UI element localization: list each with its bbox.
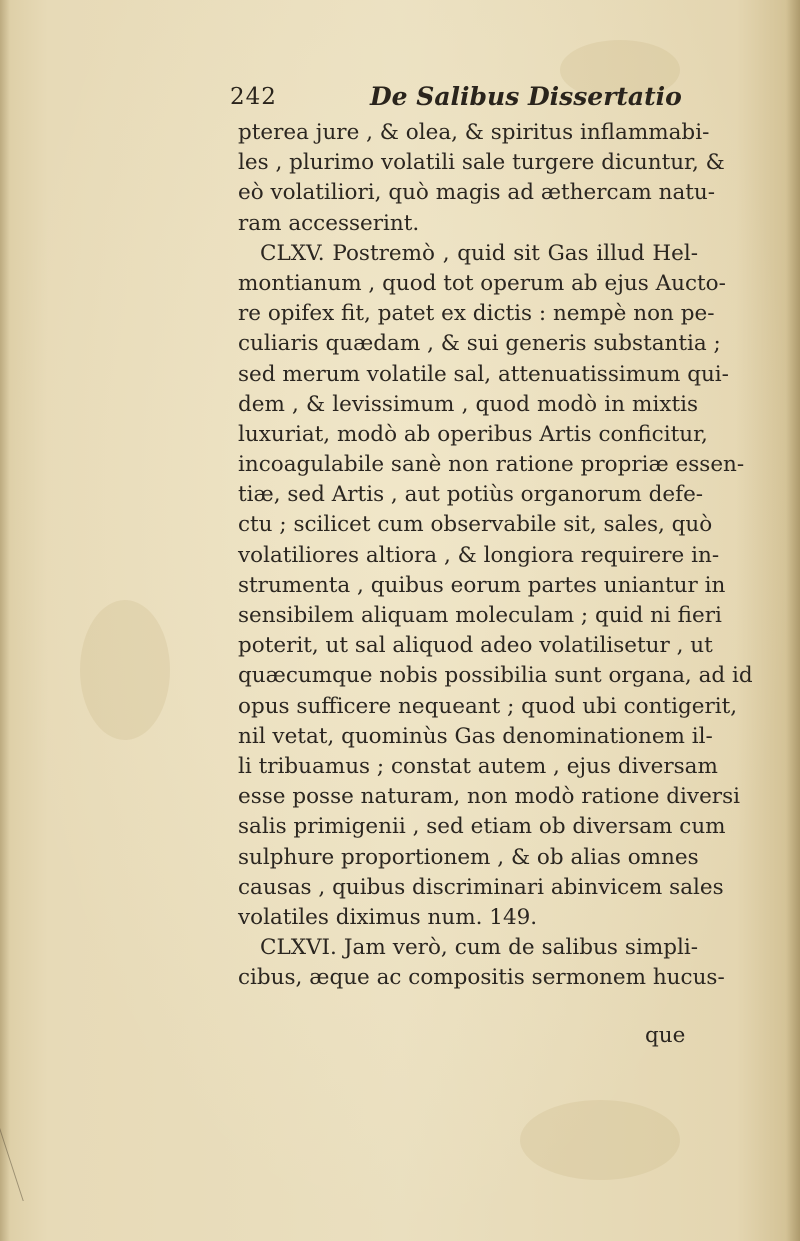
paper-stain [80,600,170,740]
text-line: salis primigenii , sed etiam ob diversam cum [238,814,726,840]
paragraph-start-line: CLXV. Postremò , quid sit Gas illud Hel- [260,240,698,266]
body-text [238,118,753,993]
text-line: quæcumque nobis possibilia sunt organa, ad id [238,663,753,689]
text-line: luxuriat, modò ab operibus Artis conficitur, [238,421,708,447]
text-line: nil vetat, quominùs Gas denominationem il- [238,723,713,749]
text-line: culiaris quædam , & sui generis substantia ; [238,331,721,357]
text-line: tiæ, sed Artis , aut potiùs organorum defe- [238,482,704,508]
running-title: De Salibus Dissertatio [370,82,682,111]
text-line: li tribuamus ; constat autem , ejus diversam [238,753,718,779]
text-line: les , plurimo volatili sale turgere dicuntur, & [238,150,725,176]
text-line: sensibilem aliquam moleculam ; quid ni fieri [238,603,722,628]
page-number: 242 [230,84,277,110]
page-header [230,84,700,120]
text-line: pterea jure , & olea, & spiritus inflammabi- [238,120,710,145]
text-line: eò volatiliori, quò magis ad æthercam natu- [238,180,716,206]
text-line: esse posse naturam, non modò ratione diversi [238,784,740,810]
paper-stain [520,1100,680,1180]
text-line: re opifex fit, patet ex dictis : nempè non pe- [238,301,715,327]
text-line: ram accesserint. [238,210,420,236]
paragraph-start-line: CLXVI. Jam verò, cum de salibus simpli- [260,935,698,961]
text-line: volatiles diximus num. 149. [238,904,538,930]
page-edge-left [0,0,10,1241]
text-line: incoagulabile sanè non ratione propriæ essen- [238,452,745,478]
text-line: ctu ; scilicet cum observabile sit, sales, quò [238,512,713,538]
page-edge-right [786,0,800,1241]
text-line: causas , quibus discriminari abinvicem sales [238,874,724,900]
text-line: volatiliores altiora , & longiora requirere in- [238,542,720,568]
text-line: poterit, ut sal aliquod adeo volatilisetur , ut [238,633,713,659]
catchword: que [645,1023,686,1048]
text-line: cibus, æque ac compositis sermonem hucus- [238,965,725,991]
text-line: sulphure proportionem , & ob alias omnes [238,844,699,870]
text-line: dem , & levissimum , quod modò in mixtis [238,391,698,417]
text-line: strumenta , quibus eorum partes uniantur in [238,572,726,598]
text-line: montianum , quod tot operum ab ejus Aucto- [238,270,726,296]
text-line: opus sufficere nequeant ; quod ubi contigerit, [238,693,738,719]
text-line: sed merum volatile sal, attenuatissimum qui- [238,361,729,387]
